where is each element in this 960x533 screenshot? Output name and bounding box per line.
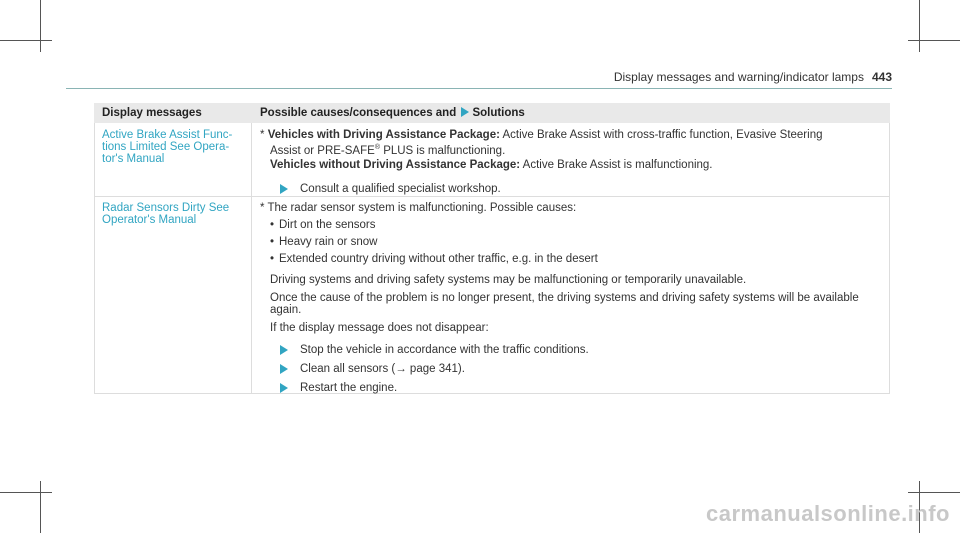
crop-mark <box>908 492 960 493</box>
solution-line <box>270 142 505 157</box>
registered-mark: ® <box>374 144 380 151</box>
action-text: Stop the vehicle in accordance with the traffic conditions. <box>300 344 589 356</box>
row-divider <box>94 196 890 197</box>
crop-mark <box>40 0 41 52</box>
solution-line <box>260 129 822 141</box>
col-header-solutions-label: Solutions <box>472 107 525 119</box>
solution-line: Once the cause of the problem is no longer present, the driving systems and driving safety systems will be available <box>270 292 859 304</box>
message-line: Radar Sensors Dirty See <box>102 202 230 214</box>
table-header <box>94 103 890 123</box>
message-line: Operator's Manual <box>102 214 197 226</box>
solution-line: Driving systems and driving safety systems may be malfunctioning or temporarily unavailable. <box>270 274 747 286</box>
message-line: Active Brake Assist Func- <box>102 129 233 141</box>
list-item-text: Extended country driving without other traffic, e.g. in the desert <box>279 253 598 265</box>
action-arrow-icon <box>461 107 469 117</box>
action-arrow-icon <box>280 345 288 355</box>
header-divider <box>66 88 892 89</box>
list-item-text: Heavy rain or snow <box>279 236 378 248</box>
col-header-messages: Display messages <box>102 107 202 119</box>
action-arrow-icon <box>280 184 288 194</box>
page-header <box>614 70 892 84</box>
solution-text: Assist or PRE-SAFE <box>270 144 375 157</box>
condition-label: Vehicles with Driving Assistance Package: <box>267 129 500 141</box>
crop-mark <box>908 40 960 41</box>
solution-line: If the display message does not disappear: <box>270 322 489 334</box>
col-header-causes-label: Possible causes/consequences and <box>260 107 457 119</box>
col-header-causes <box>260 107 525 119</box>
action-text: Clean all sensors (→ page 341). <box>300 363 465 375</box>
table-row-message <box>102 129 247 165</box>
message-line: tions Limited See Opera- <box>102 141 230 153</box>
page-title: Display messages and warning/indicator lamps <box>613 70 864 84</box>
column-divider <box>251 123 252 394</box>
action-text: Restart the engine. <box>300 382 398 394</box>
list-item-text: Dirt on the sensors <box>279 219 376 231</box>
table-row-solution <box>260 202 882 394</box>
table-row-solution <box>260 129 882 195</box>
solution-line: again. <box>270 304 302 316</box>
action-arrow-icon <box>280 364 288 374</box>
solution-line <box>270 159 713 171</box>
solution-text: Active Brake Assist with cross-traffic function, Evasive Steering <box>502 129 823 141</box>
watermark: carmanualsonline.info <box>706 501 950 526</box>
solution-line: * The radar sensor system is malfunctioning. Possible causes: <box>260 202 577 214</box>
crop-mark <box>919 0 920 52</box>
condition-label: Vehicles without Driving Assistance Package: <box>270 159 521 171</box>
crop-mark <box>0 492 52 493</box>
solution-text: PLUS is malfunctioning. <box>383 144 506 157</box>
display-messages-table <box>94 103 890 394</box>
crop-mark <box>40 481 41 533</box>
action-arrow-icon <box>280 383 288 393</box>
footnote-star: * <box>260 129 265 141</box>
page-number: 443 <box>871 70 892 84</box>
solution-text: Active Brake Assist is malfunctioning. <box>522 159 713 171</box>
crop-mark <box>0 40 52 41</box>
action-text: Consult a qualified specialist workshop. <box>300 183 501 195</box>
message-line: tor's Manual <box>102 153 165 165</box>
table-row-message <box>102 202 247 226</box>
